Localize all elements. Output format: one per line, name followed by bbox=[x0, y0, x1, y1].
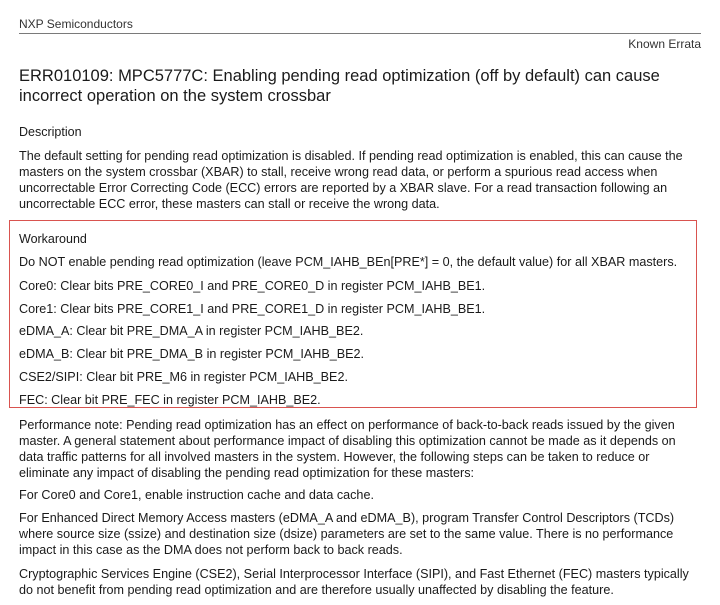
description-text: The default setting for pending read optimization is disabled. If pending read optimization is enabled, this can cause the masters on the system crossbar (XBAR) to stall, receive wrong read data, or perform a spurious read access when uncorrectable Error Correcting Code (ECC) errors are reported by a XBAR slave. For a read transaction following an uncorrectable ECC error, these masters can stall or receive the wrong data. bbox=[19, 149, 683, 211]
workaround-heading: Workaround bbox=[19, 232, 87, 246]
header-company: NXP Semiconductors bbox=[19, 17, 133, 31]
workaround-line: FEC: Clear bit PRE_FEC in register PCM_IAHB_BE2. bbox=[19, 393, 321, 407]
header-rule bbox=[19, 33, 701, 34]
header-section: Known Errata bbox=[628, 37, 701, 51]
edma-note: For Enhanced Direct Memory Access masters (eDMA_A and eDMA_B), program Transfer Control Descriptors (TCDs) where source size (ssize) and destination size (dsize) parameters are set to the same value. There is no performance impact in this case as the DMA does not perform back to back reads. bbox=[19, 511, 675, 557]
performance-note: Performance note: Pending read optimization has an effect on performance of back-to-back reads issued by the given master. A general statement about performance impact of disabling this optimization cannot be made as it depends on data traffic patterns for all involved masters in the system. However, the following steps can be taken to reduce or eliminate any impact of disabling the pending read optimization for these masters: bbox=[19, 418, 676, 480]
cores-note: For Core0 and Core1, enable instruction cache and data cache. bbox=[19, 488, 374, 502]
workaround-line: eDMA_A: Clear bit PRE_DMA_A in register PCM_IAHB_BE2. bbox=[19, 324, 364, 338]
workaround-line: Core0: Clear bits PRE_CORE0_I and PRE_CORE0_D in register PCM_IAHB_BE1. bbox=[19, 279, 486, 293]
erratum-title: ERR010109: MPC5777C: Enabling pending read optimization (off by default) can cause incorrect operation on the system crossbar bbox=[19, 67, 660, 105]
workaround-line: Core1: Clear bits PRE_CORE1_I and PRE_CORE1_D in register PCM_IAHB_BE1. bbox=[19, 302, 486, 316]
workaround-line: CSE2/SIPI: Clear bit PRE_M6 in register PCM_IAHB_BE2. bbox=[19, 370, 348, 384]
description-heading: Description bbox=[19, 125, 82, 139]
cse-note: Cryptographic Services Engine (CSE2), Serial Interprocessor Interface (SIPI), and Fast Ethernet (FEC) masters typically do not benefit from pending read optimization and are therefore usually unaffected by disabling the feature. bbox=[19, 567, 689, 597]
workaround-line: eDMA_B: Clear bit PRE_DMA_B in register PCM_IAHB_BE2. bbox=[19, 347, 365, 361]
workaround-line: Do NOT enable pending read optimization (leave PCM_IAHB_BEn[PRE*] = 0, the default value) for all XBAR masters. bbox=[19, 255, 678, 269]
